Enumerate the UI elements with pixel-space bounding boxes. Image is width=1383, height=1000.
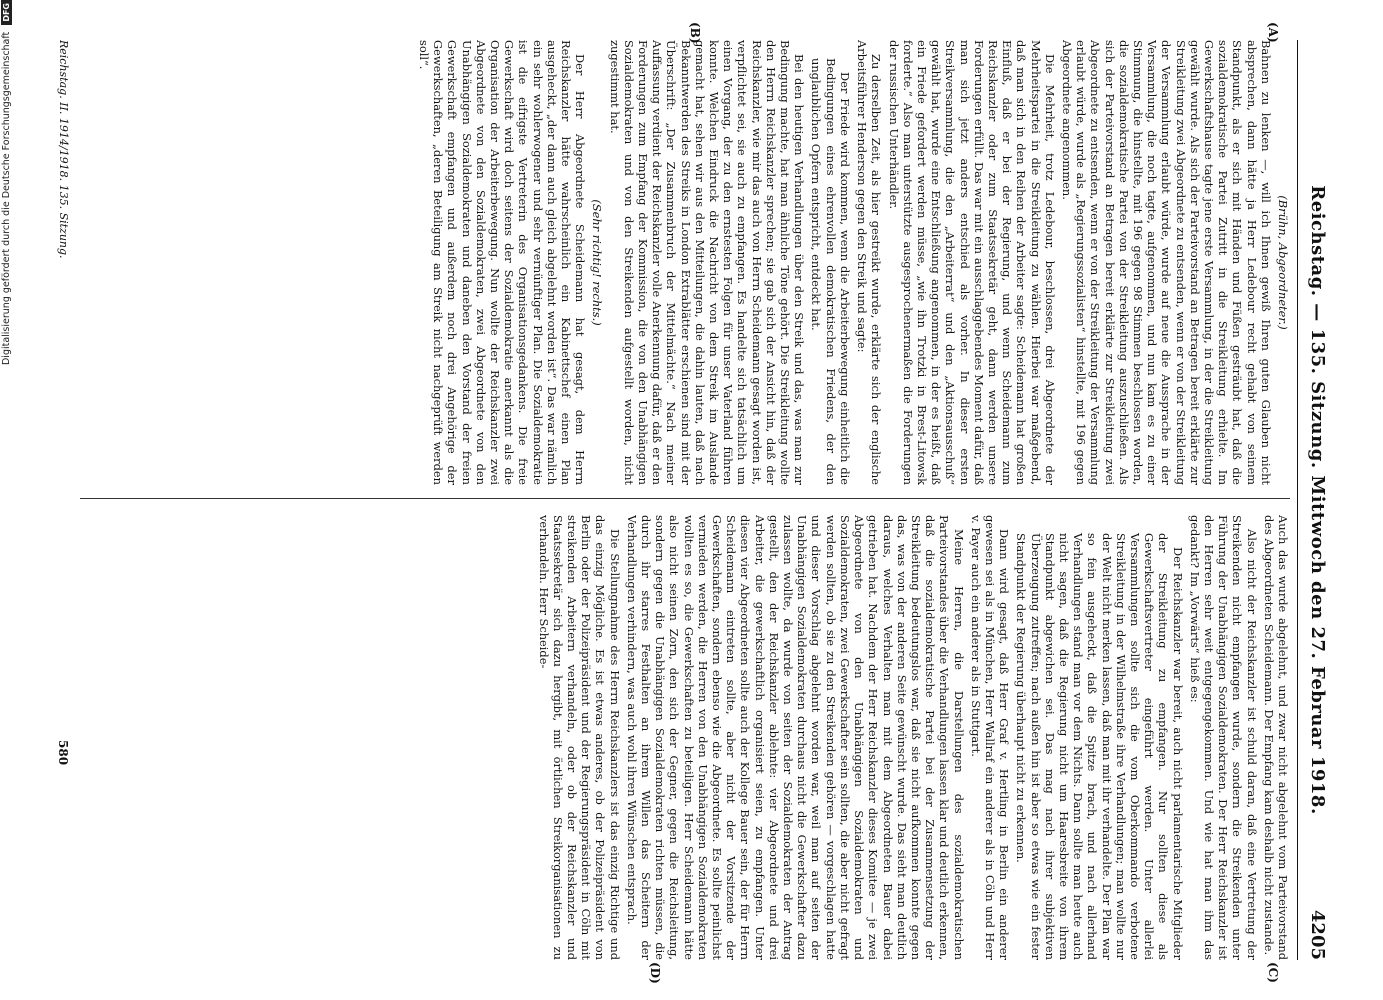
paragraph: Bahnen zu lenken —, will ich Ihnen gewiß Ihren guten Glauben nicht absprechen, dann hätte ja Herr Ledebour recht gehabt von seinem Standpunkt, als er sich mit Händen und Füßen gesträubt hat, daß die sozialdemokratische Partei Zutritt in die Streikleitung erhielte. Im Gewerkschaftshause tagte jene erste Versammlung, in der die Streikleitung gewählt wurde. Als sich der Parteivorstand an Betragen bereit erklärte zur Streikleitung zwei Abgeordnete zu entsenden, wenn er von der Streikleitung der Versammlung erlaubt würde, wurde auf neue die Aussprache in der Versammlung, die noch tagte, aufgenommen, und nun kam es zu einer Stimmung, die hinstellte, mit 196 gegen 98 Stimmen beschlossen worden, die sozialdemokratische Partei von der Streikleitung auszuschließen. Als sich der Parteivorstand an Betragen bereit erklärte zur Streikleitung zwei Abgeordnete zu entsenden, wenn er von der Streikleitung der Versammlung erlaubt würde, wurde als „Regierungssozialisten“ hinstellte, mit 196 gegen Abgeordnete angenommen. xyxy=(1059,40,1273,485)
margin-marker-d: (D) xyxy=(648,962,662,984)
paragraph: Die Stellungnahme des Herrn Reichskanzlers ist das einzig Richtige und das einzig Mögliche. Es ist etwas anderes, ob der Polizeipräsident von Berlin oder der Polizeipräsident und der Regierungspräsident in Cöln mit streikenden Arbeitern verhandeln, oder ob der Reichskanzler und Staatssekretär sich dazu hergibt, mit örtlichen Streikorganisationen zu verhandeln. Herr Scheide- xyxy=(536,515,622,960)
margin-marker-a: (A) xyxy=(1266,22,1280,43)
dfg-logo: DFG xyxy=(1,0,12,25)
paragraph: Meine Herren, die Darstellungen des sozialdemokratischen Parteivorstandes über die Verhandlungen lassen klar und deutlich erkennen, daß die sozialdemokratische Partei bei der Zusammensetzung der Streikleitung bedeutungslos war, daß sie nicht aufkommen konnte gegen das, was von der anderen Seite gewünscht wurde. Das sieht man deutlich daraus, welches Verhalten man mit dem Abgeordneten Bauer dabei getrieben hat. Nachdem der Herr Reichskanzler dieses Komitee — je zwei Abgeordnete von den Unabhängigen Sozialdemokraten und Sozialdemokraten, zwei Gewerkschafter sein sollten, die aber nicht gefragt werden sollten, ob sie zu den Streikenden gehören — vorgeschlagen hatte und dieser Vorschlag abgelehnt worden war, weil man auf seiten der Unabhängigen Sozialdemokraten durchaus nicht die Gewerkschafter dazu zulassen wollte, da wurde von seiten der Sozialdemokraten der Antrag gestellt, den der Reichskanzler ablehnte: vier Abgeordnete und drei Arbeiter, die gewerkschaftlich organisiert seien, zu empfangen. Unter diesen vier Abgeordneten sollte auch der Kollege Bauer sein, der für Herrn Scheidemann eintreten sollte, aber nicht der Vorsitzende der Gewerkschaften, sondern ebenso wie die Abgeordnete. Es sollte peinlichst vermieden werden, die Herren von den Unabhängigen Sozialdemokraten wollten es so, die Gewerkschaften zu beteiligen. Herr Scheidemann hätte also nicht seinen Zorn, den sich der Gegner, gegen die Reichsleitung, sondern gegen die Unabhängigen Sozialdemokraten richten müssen, die durch ihr starres Festhalten an ihrem Willen das Scheitern der Verhandlungen verhindern, was auch wohl ihren Wünschen entsprach. xyxy=(624,515,966,960)
paragraph: Die Mehrheit, trotz Ledebour, beschlossen, drei Abgeordnete der Mehrheitspartei in die Streikleitung zu wählen. Hierbei war maßgebend, daß man sich in den Reihen der Arbeiter sagte: Scheidemann hat großen Einfluß, daß er bei der Regierung, und wenn Scheidemann zum Reichskanzler oder zum Staatssekretär geht, dann werden unsere Forderungen erfüllt. Das war mit ein ausschlaggebendes Moment dafür, daß man sich jetzt anders entschied als vorher. In dieser ersten Streikversammlung, die den „Arbeiterrat“ und den „Aktionsausschuß“ gewählt hat, wurde eine Entschließung angenommen, in der es heißt, daß ein Friede gefordert werden müsse, „wie ihn Trotzki in Brest-Litowsk forderte.“ Also man unterstützte ausgesprochenermaßen die Forderungen der russischen Unterhändler. xyxy=(886,40,1057,485)
margin-marker-c: (C) xyxy=(1266,962,1280,983)
paragraph: Bei den heutigen Verhandlungen über den Streik und das, was man zur Bedingung machte, hat man ähnliche Töne gehört. Die Streikleitung wollte den Herrn Reichskanzler sprechen; sie gab sich der Ansicht hin, daß der Reichskanzler, wie mir das auch von Herrn Scheidemann gesagt worden ist, verpflichtet sei, sie auch zu empfangen. Es handelte sich tatsächlich um einen Vorgang, der zu den ernstesten Folgen für unser Vaterland führen konnte. Welchen Eindruck die Nachricht von dem Streik im Auslande gemacht hat, sehen wir aus den Mitteilungen, die dahin lauten, daß nach Bekanntwerden des Streiks in London Extrablätter erschienen sind mit der Überschrift: „Der Zusammenbruch der Mittelmächte.“ Nach meiner Auffassung verdient der Reichskanzler volle Anerkennung dafür, daß er den Forderungen zum Empfang der Kommission, die von den Unabhängigen Sozialdemokraten und von den Streikenden aufgestellt worden, nicht zugestimmt hat. xyxy=(607,40,807,485)
running-title: Reichstag. — 135. Sitzung. Mittwoch den 27. Februar 1918. xyxy=(1307,185,1328,815)
quote-paragraph: Der Reichskanzler war bereit, auch nicht parlamentarische Mitglieder der Streikleitung zu empfangen. Nur sollten diese als Gewerkschaftsvertreter eingeführt werden. Unter allerlei Versammlungen sollte sich die vom Oberkommando verbotene Streikleitung in der Wilhelmstraße ihre Verhandlungen; man wollte nur der Welt nicht merken lassen, daß man mit ihr verhandelte. Der Plan war so fein ausgeheckt, daß die Spitze brach, und nach allerhand Verhandlungen stand man vor dem Nichts. Dann sollte man heute auch nicht sagen, daß die Regierung nicht um Haaresbreite von ihrem Standpunkt abgewichen sei. Das mag nach ihrer subjektiven Überzeugung zutreffen; nach außen hin ist aber so etwas wie ein fester Standpunkt der Regierung überhaupt nicht zu erkennen. xyxy=(1014,533,1185,960)
right-column xyxy=(80,515,1290,960)
page-header xyxy=(1297,40,1332,960)
paragraph: Zu derselben Zeit, als hier gestreikt wurde, erklärte sich der englische Arbeitsführer Henderson gegen den Streik und sagte: xyxy=(855,40,884,485)
column-rule xyxy=(80,498,1290,499)
paragraph: Der Herr Abgeordnete Scheidemann hat gesagt, dem Herrn Reichskanzler hätte wahrscheinlich ein Kabinettschef einen Plan ausgeheckt, „der dann auch gleich abgelehnt worden ist“. Das war nämlich ein sehr wohlerwogener und sehr vernünftiger Plan. Die Sozialdemokratie ist die eifrigste Vertreterin des Organisationsgedankens. Die freie Gewerkschaft wird doch seitens der Sozialdemokratie anerkannt als die Organisation der Arbeiterbewegung. Nun wollte der Reichskanzler zwei Abgeordnete von den Sozialdemokraten, zwei Abgeordnete von den Unabhängigen Sozialdemokraten und daneben den Vorstand der freien Gewerkschaft empfangen und außerdem noch drei Angehörige der Gewerkschaften, „deren Beteiligung am Streik nicht nachgeprüft werden soll“. xyxy=(417,40,588,485)
paragraph: Also nicht der Reichskanzler ist schuld daran, daß eine Vertretung der Streikenden nicht empfangen wurde, sondern die Streikenden unter Führung der Unabhängigen Sozialdemokraten. Der Herr Reichskanzler ist den Herren sehr weit entgegengekommen. Und wie hat man ihm das gedankt? Im „Vorwärts“ hieß es: xyxy=(1187,515,1259,960)
quote-paragraph: Der Friede wird kommen, wenn die Arbeiterbewegung einheitlich die Bedingungen eines ehrenvollen demokratischen Friedens, der den unglaublichen Opfern entspricht, entdeckt hat. xyxy=(809,58,852,485)
paragraph: Auch das wurde abgelehnt, und zwar nicht abgelehnt vom Parteivorstand des Abgeordneten Scheidemann. Der Empfang kam deshalb nicht zustande. xyxy=(1261,515,1290,960)
footer-page-number: 580 xyxy=(56,740,70,766)
notice-text: Digitalisierung gefördert durch die Deutsche Forschungsgemeinschaft xyxy=(1,31,12,366)
page-footer xyxy=(48,40,72,960)
digitisation-notice xyxy=(0,0,14,1000)
interjection: (Sehr richtig! rechts.) xyxy=(590,199,605,326)
rotated-page xyxy=(12,0,1342,1000)
footer-signature: Reichstag. II. 1914/1918. 135. Sitzung. xyxy=(57,40,70,259)
speaker-label: (Brühn, Abgeordneter.) xyxy=(1276,195,1290,330)
page-number: 4205 xyxy=(1307,909,1328,960)
paragraph: Dann wird gesagt, daß Herr Graf v. Hertling in Berlin ein anderer gewesen sei als in München, Herr Wallraf ein anderer als in Cöln und Herr v. Payer auch ein anderer als in Stuttgart. xyxy=(968,515,1012,960)
margin-marker-b: (B) xyxy=(688,22,702,44)
left-column xyxy=(80,40,1290,485)
